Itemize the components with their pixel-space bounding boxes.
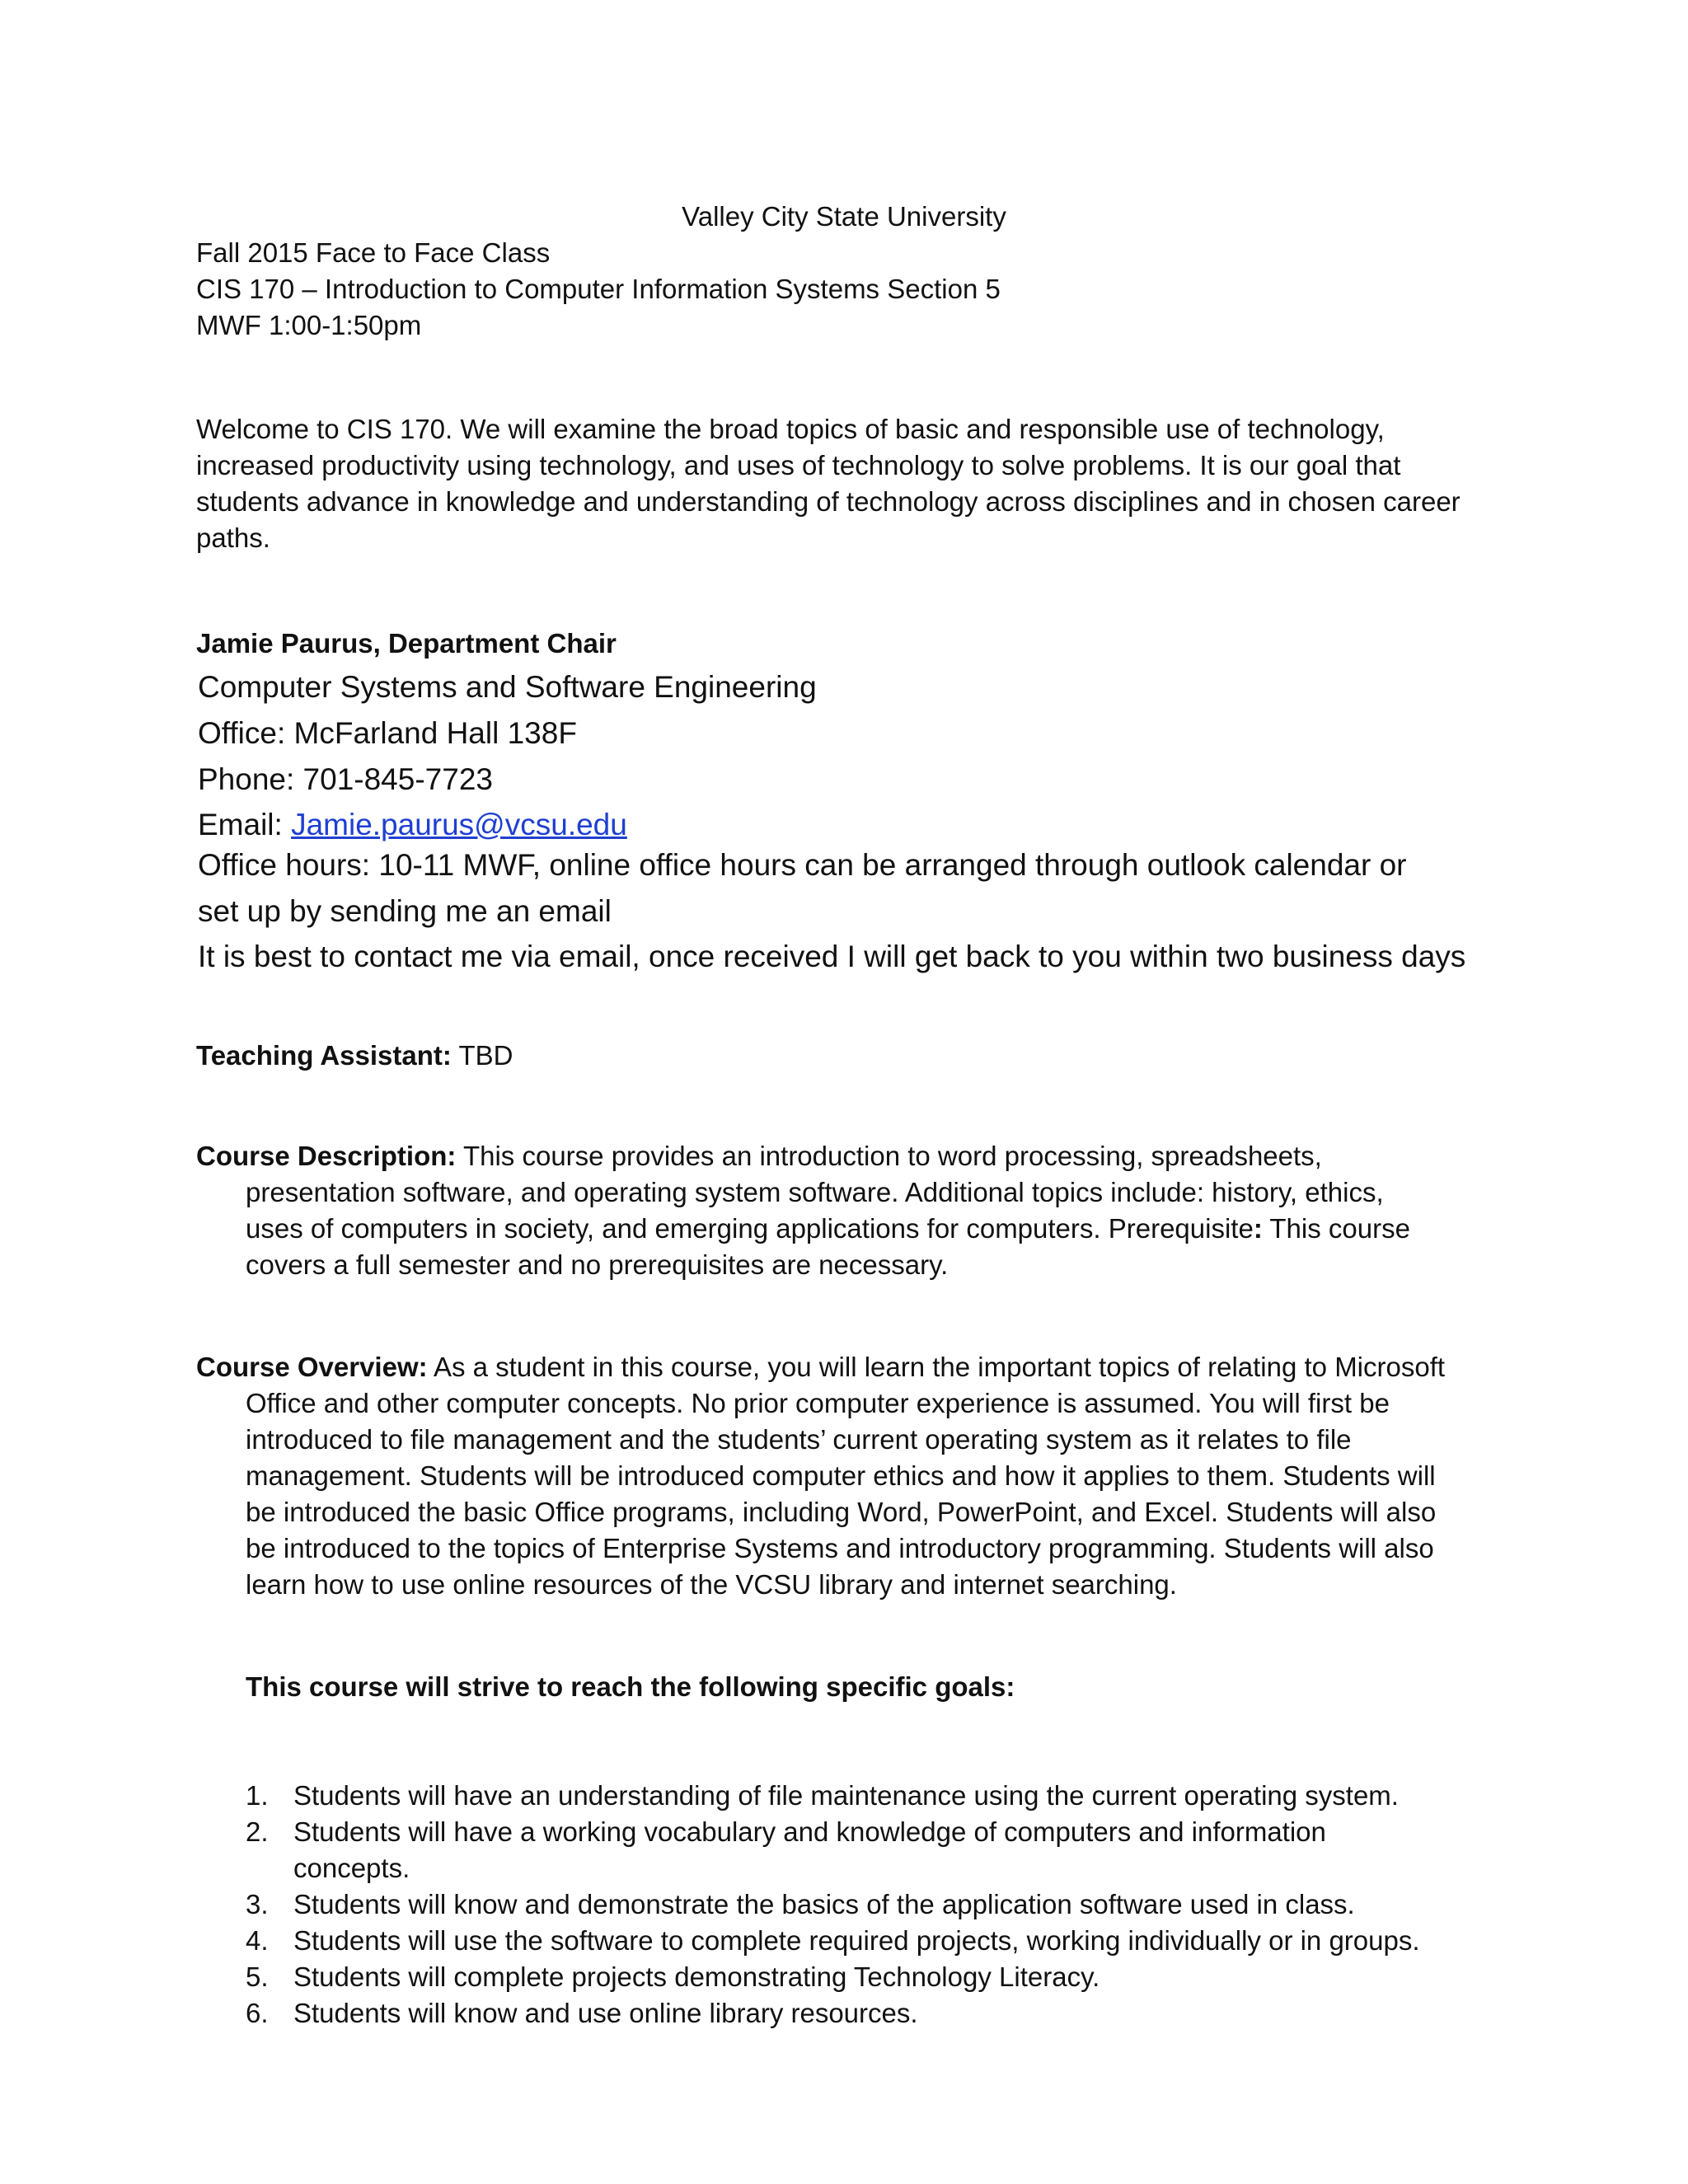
instructor-phone: Phone: 701-845-7723	[198, 762, 493, 796]
prerequisite-colon: :	[1253, 1213, 1263, 1244]
goal-number: 1.	[246, 1780, 269, 1811]
course-overview-label: Course Overview:	[196, 1352, 428, 1382]
course-description-label: Course Description:	[196, 1141, 457, 1171]
instructor-office: Office: McFarland Hall 138F	[198, 716, 577, 750]
goal-text: Students will know and use online library resources.	[293, 1998, 918, 2028]
ta-value: TBD	[451, 1040, 513, 1071]
course-description-text: This course provides an introduction to word processing, spreadsheets,	[456, 1141, 1322, 1171]
goal-text: Students will use the software to complete required projects, working individually or in groups.	[293, 1925, 1420, 1956]
email-label: Email:	[198, 808, 292, 841]
instructor-email-line	[198, 809, 627, 840]
welcome-line: Welcome to CIS 170. We will examine the broad topics of basic and responsible use of technology,	[196, 414, 1385, 444]
course-overview-line: be introduced to the topics of Enterprise Systems and introductory programming. Students will also	[246, 1533, 1434, 1563]
course-description-line: presentation software, and operating system software. Additional topics include: history, ethics,	[246, 1177, 1384, 1207]
course-overview-text: As a student in this course, you will learn the important topics of relating to Microsoft	[427, 1352, 1446, 1382]
goal-number: 5.	[246, 1961, 269, 1992]
goal-number: 2.	[246, 1816, 269, 1847]
course-overview-line: be introduced the basic Office programs, including Word, PowerPoint, and Excel. Students will also	[246, 1497, 1437, 1527]
welcome-line: students advance in knowledge and understanding of technology across disciplines and in chosen career	[196, 486, 1461, 517]
goal-number: 3.	[246, 1889, 269, 1919]
course-title: CIS 170 – Introduction to Computer Information Systems Section 5	[196, 274, 1001, 304]
goal-text: Students will have a working vocabulary and knowledge of computers and information	[293, 1816, 1326, 1847]
term-line: Fall 2015 Face to Face Class	[196, 237, 551, 268]
course-overview-line: introduced to file management and the students’ current operating system as it relates to file	[246, 1424, 1352, 1455]
course-overview-line: learn how to use online resources of the VCSU library and internet searching.	[246, 1569, 1177, 1600]
goal-text: Students will know and demonstrate the basics of the application software used in class.	[293, 1889, 1355, 1919]
goal-text: Students will have an understanding of file maintenance using the current operating system.	[293, 1780, 1399, 1811]
instructor-name: Jamie Paurus, Department Chair	[196, 628, 617, 658]
course-overview-line	[196, 1353, 1445, 1380]
course-overview-line: management. Students will be introduced computer ethics and how it applies to them. Students will	[246, 1460, 1436, 1491]
office-hours-line: Office hours: 10-11 MWF, online office hours can be arranged through outlook calendar or	[198, 848, 1407, 882]
course-description-text: This course	[1262, 1213, 1410, 1244]
course-description-line: covers a full semester and no prerequisites are necessary.	[246, 1249, 949, 1280]
course-description-line	[246, 1215, 1410, 1242]
goal-text-continued: concepts.	[293, 1853, 410, 1883]
welcome-line: paths.	[196, 523, 270, 553]
teaching-assistant	[196, 1042, 513, 1069]
welcome-line: increased productivity using technology, and uses of technology to solve problems. It is our goal that	[196, 450, 1401, 480]
email-link[interactable]: Jamie.paurus@vcsu.edu	[291, 808, 627, 841]
instructor-department: Computer Systems and Software Engineering	[198, 670, 817, 704]
goals-heading: This course will strive to reach the following specific goals:	[246, 1671, 1015, 1702]
ta-label: Teaching Assistant:	[196, 1040, 452, 1071]
schedule-line: MWF 1:00-1:50pm	[196, 310, 422, 340]
goal-text: Students will complete projects demonstrating Technology Literacy.	[293, 1961, 1100, 1992]
course-description-line	[196, 1142, 1322, 1169]
office-hours-line: set up by sending me an email	[198, 894, 612, 928]
contact-note: It is best to contact me via email, once received I will get back to you within two business days	[198, 940, 1466, 973]
goal-number: 4.	[246, 1925, 269, 1956]
course-description-text: uses of computers in society, and emerging applications for computers. Prerequisite	[246, 1213, 1254, 1244]
university-name: Valley City State University	[682, 201, 1006, 232]
goal-number: 6.	[246, 1998, 269, 2028]
course-overview-line: Office and other computer concepts. No prior computer experience is assumed. You will first be	[246, 1388, 1390, 1418]
